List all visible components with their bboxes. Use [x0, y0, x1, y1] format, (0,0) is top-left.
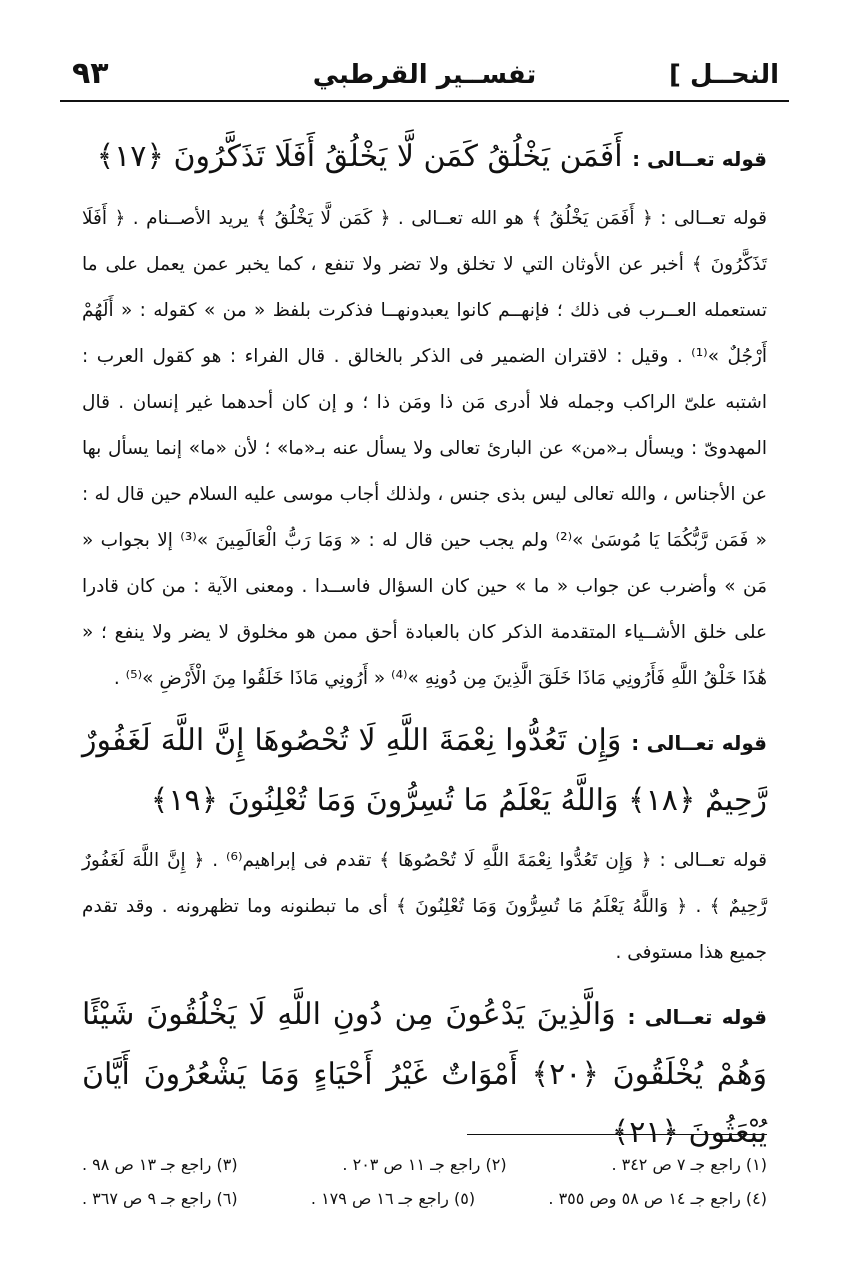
running-header	[60, 52, 789, 102]
footnote-row	[82, 1182, 767, 1216]
verse-text: أَفَمَن يَخْلُقُ كَمَن لَّا يَخْلُقُ أَفَلَا تَذَكَّرُونَ ﴿١٧﴾	[96, 139, 623, 174]
verse-heading	[82, 986, 767, 1162]
verse-text: وَإِن تَعُدُّوا نِعْمَةَ اللَّهِ لَا تُحْصُوهَا إِنَّ اللَّهَ لَغَفُورٌ رَّحِيمٌ ﴿١٨﴾ وَاللَّهُ يَعْلَمُ مَا تُسِرُّونَ وَمَا تُعْلِنُونَ ﴿١٩﴾	[82, 723, 767, 818]
footnote: (٣) راجع جـ ١٣ ص ٩٨ .	[82, 1155, 238, 1174]
page-number: ٩٣	[72, 56, 109, 91]
footnote: (١) راجع جـ ٧ ص ٣٤٢ .	[611, 1155, 767, 1174]
commentary-paragraph: قوله تعــالى : ﴿ وَإِن تَعُدُّوا نِعْمَةَ اللَّهِ لَا تُحْصُوهَا ﴾ تقدم فى إبراهيم⁽⁶⁾ . ﴿ إِنَّ اللَّهَ لَغَفُورٌ رَّحِيمٌ ﴾ . ﴿ وَاللَّهُ يَعْلَمُ مَا تُسِرُّونَ وَمَا تُعْلِنُونَ ﴾ أى ما تبطنونه وما تظهرونه . وقد تقدم جميع هذا مستوفى .	[82, 850, 767, 963]
footnote-row	[82, 1148, 767, 1182]
footnote-rule	[467, 1134, 767, 1135]
footnote: (٢) راجع جـ ١١ ص ٢٠٣ .	[342, 1155, 507, 1174]
chapter-title: النحــل ]	[669, 60, 779, 90]
verse-heading	[82, 128, 767, 188]
verse-intro: قوله تعــالى :	[632, 147, 767, 171]
footnote: (٥) راجع جـ ١٦ ص ١٧٩ .	[310, 1189, 476, 1208]
verse-text: وَالَّذِينَ يَدْعُونَ مِن دُونِ اللَّهِ لَا يَخْلُقُونَ شَيْئًا وَهُمْ يُخْلَقُونَ ﴿٢٠﴾ أَمْوَاتٌ غَيْرُ أَحْيَاءٍ وَمَا يَشْعُرُونَ أَيَّانَ يُبْعَثُونَ ﴿٢١﴾	[82, 997, 767, 1150]
footnote: (٤) راجع جـ ١٤ ص ٥٨ وص ٣٥٥ .	[548, 1189, 767, 1208]
page-body	[82, 118, 767, 1170]
commentary-paragraph: قوله تعــالى : ﴿ أَفَمَن يَخْلُقُ ﴾ هو الله تعــالى . ﴿ كَمَن لَّا يَخْلُقُ ﴾ يريد الأصــنام . ﴿ أَفَلَا تَذَكَّرُونَ ﴾ أخبر عن الأوثان التي لا تخلق ولا تضر ولا تنفع ، كما يخبر عمن يعمل على ما تستعمله العــرب فى ذلك ؛ فإنهــم كانوا يعبدونهــا فذكرت بلفظ « من » كقوله : « أَلَهُمْ أَرْجُلٌ »⁽¹⁾ . وقيل : لاقتران الضمير فى الذكر بالخالق . قال الفراء : هو كقول العرب : اشتبه علىّ الراكب وجمله فلا أدرى مَن ذا ومَن ذا ؛ و إن كان أحدهما غير إنسان . قال المهدوىّ : ويسأل بـ«من» عن البارئ تعالى ولا يسأل عنه بـ«ما» ؛ لأن «ما» إنما يسأل بها عن الأجناس ، والله تعالى ليس بذى جنس ، ولذلك أجاب موسى عليه السلام حين قال له : « فَمَن رَّبُّكُمَا يَا مُوسَىٰ »⁽²⁾ ولم يجب حين قال له : « وَمَا رَبُّ الْعَالَمِينَ »⁽³⁾ إلا بجواب « مَن » وأضرب عن جواب « ما » حين كان السؤال فاســدا . ومعنى الآية : من كان قادرا على خلق الأشــياء المتقدمة الذكر كان بالعبادة أحق ممن هو مخلوق لا يضر ولا ينفع ؛ « هَٰذَا خَلْقُ اللَّهِ فَأَرُونِي مَاذَا خَلَقَ الَّذِينَ مِن دُونِهِ »⁽⁴⁾ « أَرُونِي مَاذَا خَلَقُوا مِنَ الْأَرْضِ »⁽⁵⁾ .	[82, 208, 768, 689]
verse-intro: قوله تعــالى :	[627, 1005, 768, 1029]
footnotes	[82, 1148, 767, 1216]
verse-intro: قوله تعــالى :	[631, 731, 767, 755]
footnote: (٦) راجع جـ ٩ ص ٣٦٧ .	[82, 1189, 238, 1208]
book-title: تفســير القرطبي	[312, 60, 537, 90]
verse-heading	[82, 712, 767, 830]
